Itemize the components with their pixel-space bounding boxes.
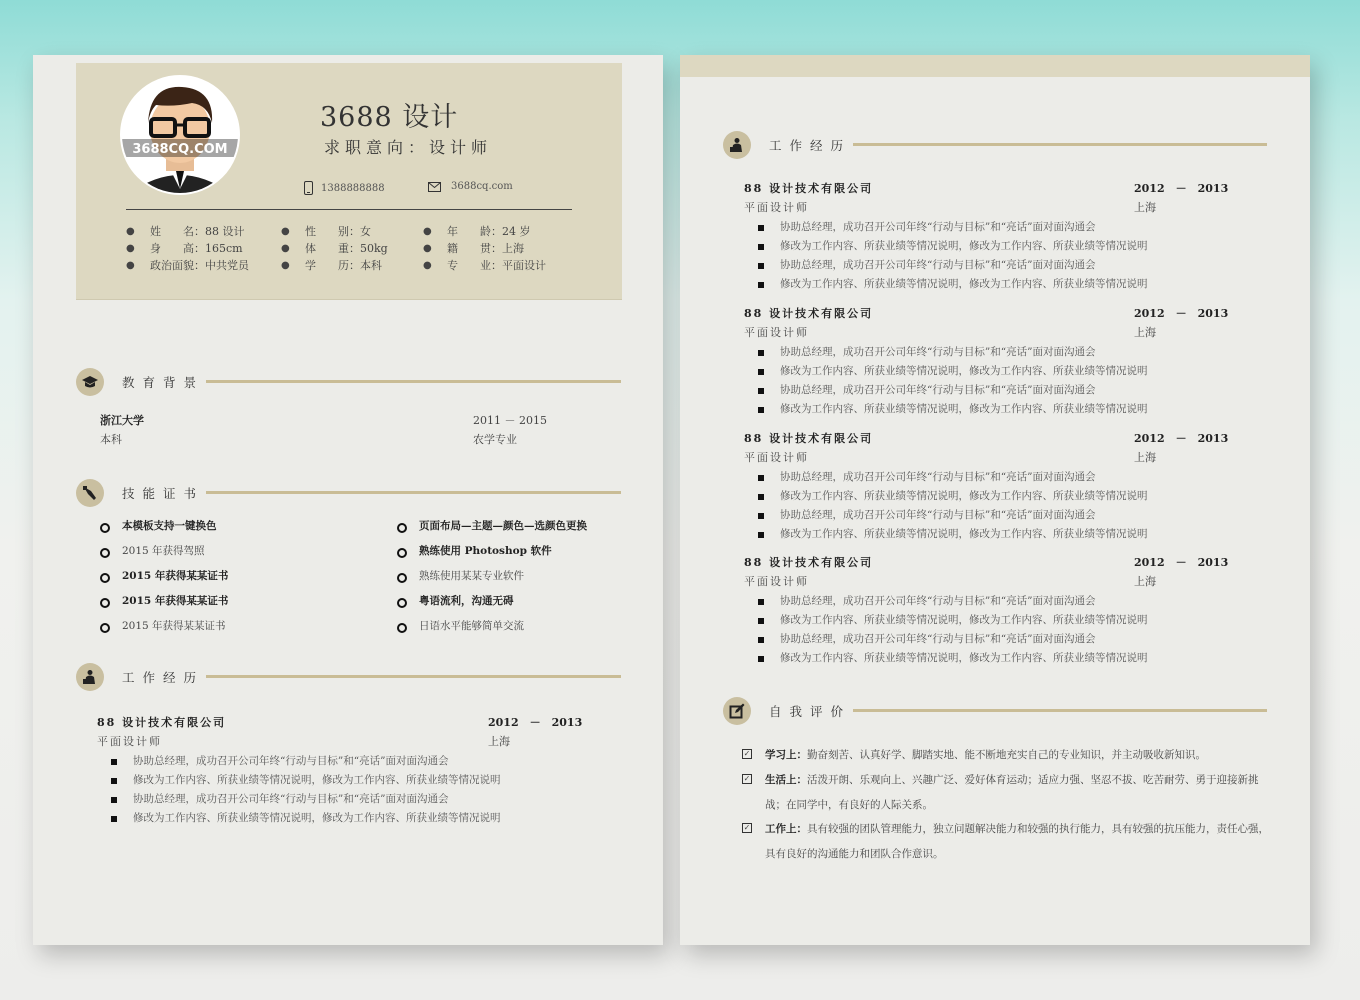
- work-bullets: [758, 343, 1148, 419]
- candidate-name: 3688 设计: [320, 102, 459, 133]
- company-name: 88 设计技术有限公司: [97, 716, 227, 729]
- top-band: [680, 55, 1310, 77]
- education-period: 2011 － 2015: [473, 414, 547, 427]
- work-bullet: 协助总经理，成功召开公司年终“行动与目标”和“亮话”面对面沟通会: [758, 343, 1148, 362]
- header-divider: [126, 209, 572, 210]
- education-major: 农学专业: [473, 433, 517, 446]
- eval-label: 学习上：: [765, 749, 807, 761]
- work-bullet: 协助总经理，成功召开公司年终“行动与目标”和“亮话”面对面沟通会: [758, 506, 1148, 525]
- work-bullet: 修改为工作内容、所获业绩等情况说明，修改为工作内容、所获业绩等情况说明: [111, 771, 501, 790]
- eval-text: 活泼开朗、乐观向上、兴趣广泛、爱好体育运动；适应力强、坚忍不拔、吃苦耐劳、勇于迎接新挑战；在同学中，有良好的人际关系。: [765, 774, 1259, 811]
- skills-rule: [206, 491, 621, 494]
- skill-item: 2015 年获得驾照: [100, 539, 228, 564]
- check-icon: ✓: [743, 823, 751, 832]
- graduation-cap-icon: [76, 368, 104, 396]
- work-rule-left: [206, 675, 621, 678]
- work-bullets: [758, 468, 1148, 544]
- skill-item: 页面布局—主题—颜色—选颜色更换: [397, 514, 587, 539]
- mail-icon: [428, 182, 441, 192]
- work-bullet: 协助总经理，成功召开公司年终“行动与目标”和“亮话”面对面沟通会: [758, 256, 1148, 275]
- info-hometown: 籍 贯：上海: [447, 242, 524, 255]
- info-column-2: ● 性 别：女 ● 体 重：50kg ● 学 历：本科: [281, 225, 388, 272]
- job-role: 平面设计师: [97, 735, 162, 748]
- skill-item: 粤语流利，沟通无碍: [397, 589, 587, 614]
- skill-item: 日语水平能够简单交流: [397, 614, 587, 639]
- email-contact: [428, 181, 513, 192]
- job-role: 平面设计师: [744, 451, 809, 464]
- phone-contact: [304, 181, 385, 195]
- info-name: 姓 名：88 设计: [150, 225, 245, 238]
- info-column-3: ● 年 龄：24 岁 ● 籍 贯：上海 ● 专 业：平面设计: [423, 225, 546, 272]
- eval-text: 勤奋刻苦、认真好学、脚踏实地、能不断地充实自己的专业知识，并主动吸收新知识。: [807, 749, 1206, 761]
- company-name: 88 设计技术有限公司: [744, 432, 874, 445]
- info-height: 身 高：165cm: [150, 242, 243, 255]
- work-bullet: 协助总经理，成功召开公司年终“行动与目标”和“亮话”面对面沟通会: [111, 752, 501, 771]
- info-political: 政治面貌：中共党员: [150, 259, 249, 272]
- work-city: 上海: [1134, 575, 1156, 588]
- self-eval-title: 自我评价: [769, 704, 852, 719]
- job-role: 平面设计师: [744, 201, 809, 214]
- skill-item: 2015 年获得某某证书: [100, 564, 228, 589]
- avatar-watermark: 3688CQ.COM: [132, 142, 228, 157]
- job-intent: 求职意向：设计师: [324, 138, 493, 157]
- profile-header: [76, 63, 622, 299]
- work-bullets: [758, 218, 1148, 294]
- job-role: 平面设计师: [744, 575, 809, 588]
- skill-item: 本模板支持一键换色: [100, 514, 228, 539]
- work-bullets: [758, 592, 1148, 668]
- skill-item: 2015 年获得某某证书: [100, 589, 228, 614]
- education-title: 教育背景: [122, 375, 205, 390]
- school-name: 浙江大学: [100, 414, 144, 427]
- work-rule-right: [853, 143, 1267, 146]
- work-city: 上海: [1134, 201, 1156, 214]
- education-rule: [206, 380, 621, 383]
- work-bullet: 协助总经理，成功召开公司年终“行动与目标”和“亮话”面对面沟通会: [758, 468, 1148, 487]
- info-major: 专 业：平面设计: [447, 259, 546, 272]
- work-bullet: 协助总经理，成功召开公司年终“行动与目标”和“亮话”面对面沟通会: [758, 218, 1148, 237]
- worker-icon: [723, 131, 751, 159]
- self-eval-life: [742, 768, 1272, 818]
- resume-page-right: [680, 55, 1310, 945]
- company-name: 88 设计技术有限公司: [744, 182, 874, 195]
- education-section-header: [76, 368, 204, 396]
- company-name: 88 设计技术有限公司: [744, 307, 874, 320]
- work-title-right: 工作经历: [769, 138, 852, 153]
- skills-title: 技能证书: [122, 486, 205, 501]
- work-bullet: 修改为工作内容、所获业绩等情况说明，修改为工作内容、所获业绩等情况说明: [758, 362, 1148, 381]
- skills-list-left: [100, 514, 228, 639]
- self-eval-work: [742, 817, 1272, 867]
- work-bullet: 修改为工作内容、所获业绩等情况说明，修改为工作内容、所获业绩等情况说明: [111, 809, 501, 828]
- work-section-header-right: [723, 131, 851, 159]
- phone-icon: [304, 181, 313, 195]
- self-eval-study: [742, 743, 1272, 768]
- avatar: [120, 75, 240, 195]
- work-bullet: 修改为工作内容、所获业绩等情况说明，修改为工作内容、所获业绩等情况说明: [758, 237, 1148, 256]
- job-role: 平面设计师: [744, 326, 809, 339]
- skills-list-right: [397, 514, 587, 639]
- work-title-left: 工作经历: [122, 670, 205, 685]
- work-city: 上海: [1134, 326, 1156, 339]
- work-bullet: 修改为工作内容、所获业绩等情况说明，修改为工作内容、所获业绩等情况说明: [758, 649, 1148, 668]
- work-period: 2012 － 2013: [488, 716, 583, 729]
- work-section-header-left: [76, 663, 204, 691]
- skill-item: 熟练使用某某专业软件: [397, 564, 587, 589]
- resume-page-left: [33, 55, 663, 945]
- check-icon: ✓: [743, 774, 751, 783]
- self-eval-section-header: [723, 697, 851, 725]
- skill-item: 2015 年获得某某证书: [100, 614, 228, 639]
- work-bullet: 修改为工作内容、所获业绩等情况说明，修改为工作内容、所获业绩等情况说明: [758, 275, 1148, 294]
- info-gender: 性 别：女: [305, 225, 371, 238]
- info-column-1: ● 姓 名：88 设计 ● 身 高：165cm ● 政治面貌：中共党员: [126, 225, 249, 272]
- work-bullet: 协助总经理，成功召开公司年终“行动与目标”和“亮话”面对面沟通会: [111, 790, 501, 809]
- work-city: 上海: [488, 735, 510, 748]
- info-education: 学 历：本科: [305, 259, 382, 272]
- edit-icon: [723, 697, 751, 725]
- self-eval-rule: [853, 709, 1267, 712]
- company-name: 88 设计技术有限公司: [744, 556, 874, 569]
- work-period: 2012 － 2013: [1134, 556, 1229, 569]
- eval-text: 具有较强的团队管理能力，独立问题解决能力和较强的执行能力，具有较强的抗压能力，责任心强，具有良好的沟通能力和团队合作意识。: [765, 823, 1269, 860]
- work-bullets-left: [111, 752, 501, 828]
- work-bullet: 协助总经理，成功召开公司年终“行动与目标”和“亮话”面对面沟通会: [758, 381, 1148, 400]
- skill-item: 熟练使用 Photoshop 软件: [397, 539, 587, 564]
- work-bullet: 修改为工作内容、所获业绩等情况说明，修改为工作内容、所获业绩等情况说明: [758, 611, 1148, 630]
- work-bullet: 协助总经理，成功召开公司年终“行动与目标”和“亮话”面对面沟通会: [758, 592, 1148, 611]
- work-bullet: 修改为工作内容、所获业绩等情况说明，修改为工作内容、所获业绩等情况说明: [758, 400, 1148, 419]
- phone-number: 1388888888: [321, 182, 385, 194]
- email-address: 3688cq.com: [451, 181, 513, 192]
- work-bullet: 修改为工作内容、所获业绩等情况说明，修改为工作内容、所获业绩等情况说明: [758, 525, 1148, 544]
- info-weight: 体 重：50kg: [305, 242, 388, 255]
- check-icon: ✓: [743, 749, 751, 758]
- work-period: 2012 － 2013: [1134, 307, 1229, 320]
- eval-label: 工作上：: [765, 823, 807, 835]
- info-age: 年 龄：24 岁: [447, 225, 531, 238]
- work-period: 2012 － 2013: [1134, 182, 1229, 195]
- work-period: 2012 － 2013: [1134, 432, 1229, 445]
- worker-icon: [76, 663, 104, 691]
- work-city: 上海: [1134, 451, 1156, 464]
- work-bullet: 协助总经理，成功召开公司年终“行动与目标”和“亮话”面对面沟通会: [758, 630, 1148, 649]
- skills-section-header: [76, 479, 204, 507]
- degree: 本科: [100, 433, 122, 446]
- work-bullet: 修改为工作内容、所获业绩等情况说明，修改为工作内容、所获业绩等情况说明: [758, 487, 1148, 506]
- pen-tool-icon: [76, 479, 104, 507]
- eval-label: 生活上：: [765, 774, 807, 786]
